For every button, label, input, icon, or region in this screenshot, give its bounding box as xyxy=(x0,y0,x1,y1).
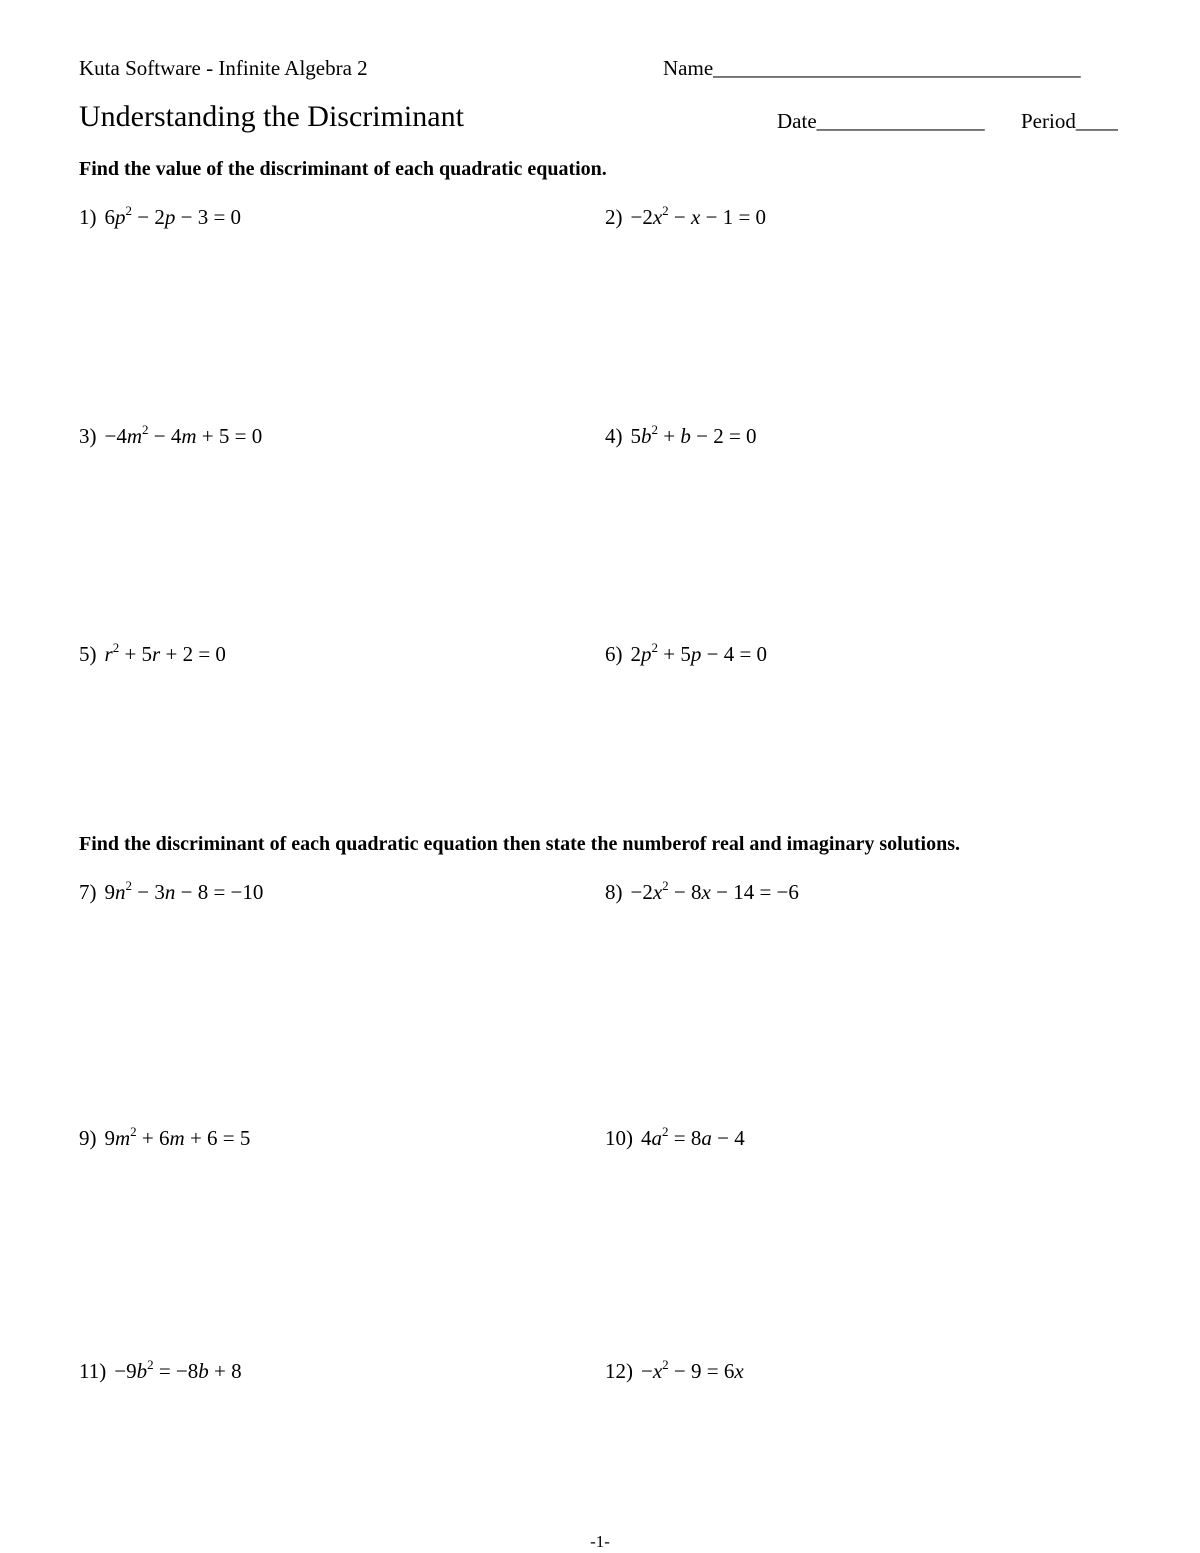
date-field[interactable]: Date________________ xyxy=(777,109,985,133)
problem-7 xyxy=(79,880,263,905)
name-field[interactable]: Name___________________________________ xyxy=(663,56,1081,80)
problem-number: 3) xyxy=(79,424,97,448)
publisher-label: Kuta Software - Infinite Algebra 2 xyxy=(79,56,368,80)
problem-equation: $9n^2 - 3n - 8 = -10$ xyxy=(104,878,264,904)
problem-equation: $r^2 + 5r + 2 = 0$ xyxy=(104,640,226,666)
period-field[interactable]: Period____ xyxy=(1021,109,1118,133)
problem-11 xyxy=(79,1359,242,1384)
problem-equation: $9m^2 + 6m + 6 = 5$ xyxy=(104,1124,251,1150)
problem-6 xyxy=(605,642,767,667)
problem-10 xyxy=(605,1126,745,1151)
problem-number: 11) xyxy=(79,1359,107,1383)
problem-number: 1) xyxy=(79,205,97,229)
problem-number: 6) xyxy=(605,642,623,666)
problem-number: 2) xyxy=(605,205,623,229)
problem-equation: $4a^2 = 8a - 4$ xyxy=(641,1124,745,1150)
problem-1 xyxy=(79,205,241,230)
page-number: -1- xyxy=(590,1532,610,1551)
problem-equation: $-4m^2 - 4m + 5 = 0$ xyxy=(104,422,263,448)
problem-4 xyxy=(605,424,757,449)
section-1-instruction: Find the value of the discriminant of each quadratic equation. xyxy=(79,158,607,180)
problem-equation: $5b^2 + b - 2 = 0$ xyxy=(630,422,757,448)
problem-equation: $6p^2 - 2p - 3 = 0$ xyxy=(104,203,242,229)
problem-equation: $2p^2 + 5p - 4 = 0$ xyxy=(630,640,768,666)
problem-number: 9) xyxy=(79,1126,97,1150)
problem-2 xyxy=(605,205,766,230)
problem-number: 4) xyxy=(605,424,623,448)
problem-12 xyxy=(605,1359,744,1384)
problem-number: 8) xyxy=(605,880,623,904)
problem-number: 7) xyxy=(79,880,97,904)
problem-number: 5) xyxy=(79,642,97,666)
section-2-instruction: Find the discriminant of each quadratic equation then state the numberof real and imaginary solutions. xyxy=(79,833,960,855)
problem-equation: $-2x^2 - 8x - 14 = -6$ xyxy=(630,878,799,904)
problem-number: 12) xyxy=(605,1359,633,1383)
problem-equation: $-2x^2 - x - 1 = 0$ xyxy=(630,203,767,229)
page-title: Understanding the Discriminant xyxy=(79,100,464,133)
problem-8 xyxy=(605,880,799,905)
problem-equation: $-x^2 - 9 = 6x$ xyxy=(641,1357,744,1383)
problem-9 xyxy=(79,1126,250,1151)
problem-5 xyxy=(79,642,226,667)
problem-number: 10) xyxy=(605,1126,633,1150)
problem-equation: $-9b^2 = -8b + 8$ xyxy=(114,1357,242,1383)
problem-3 xyxy=(79,424,262,449)
